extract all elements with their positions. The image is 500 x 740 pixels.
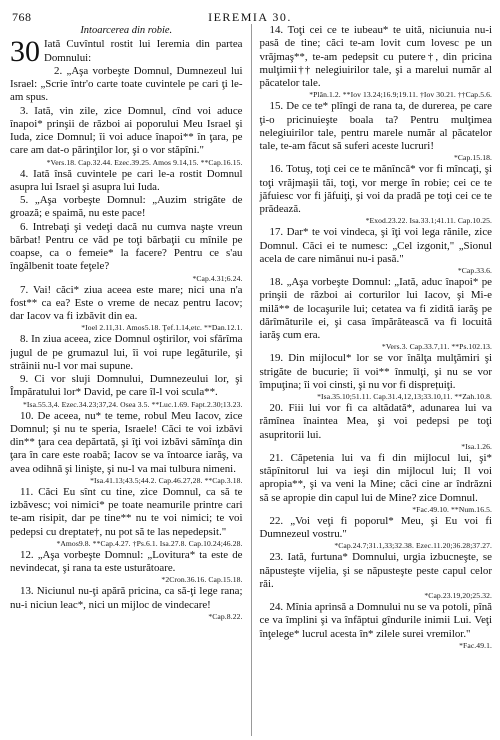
verse-number: 8. — [20, 333, 29, 346]
verse-number: 14. — [269, 24, 284, 36]
right-column — [251, 24, 493, 736]
left-column — [10, 24, 251, 736]
verse-text: De aceea, nu* te teme, robul Meu Iacov, zice Domnul; şi nu te speria, Israele! Căci te voi izbăvi din** ţara cea depărtată, şi îţi voi izbăvi sămînţa din ţara în care este roabă; Iacov se va întoarce iarăş, va avea odihnă şi linişte, şi nu-l va mai tulbura nimeni. — [10, 409, 243, 475]
verse-text: Dar* te voi vindeca, şi îţi voi lega rănile, zice Domnul. Căci ei te numesc: „Cel izgonit," „Sionul acela de care nimănui nu-i pasă." — [259, 226, 492, 265]
verse-text: Iată însă cuvintele pe cari le-a rostit Domnul asupra lui Israel şi asupra lui Iuda. — [10, 167, 243, 193]
verse-text: „Aşa vorbeşte Domnul, Dumnezeul lui Israel: „Scrie într'o carte toate cuvintele pe cari ţi le-am spus. — [10, 64, 243, 104]
verse — [10, 194, 243, 221]
verse-text: Iată, furtuna* Domnului, urgia izbucneşte, se năpusteşte vijelia, şi se năpusteşte peste capul celor răi. — [259, 551, 492, 590]
verse-number: 10. — [20, 409, 34, 422]
verse-number: 23. — [269, 551, 284, 564]
verse-text: Căpetenia lui va fi din mijlocul lui, şi* stăpînitorul lui va ieşi din mijlocul lui; Il voi apropia**, şi va veni la Mine; căci cine ar îndrăzni să se apropie din capul lui de Mine? zice Domnul. — [259, 451, 492, 504]
verse-text: Căci Eu sînt cu tine, zice Domnul, ca să te izbăvesc; voi nimici* pe toate neamurile printre cari te-am risipit, dar pe tine** nu te voi nimici; te voi pedepsi cu dreptate†, nu pot să te las nepedepsit." — [10, 485, 243, 538]
verse-number: 11. — [20, 485, 34, 498]
verse — [10, 284, 243, 334]
verse-number: 24. — [269, 601, 284, 613]
cross-reference: *Isa.55.3,4. Ezec.34.23;37,24. Osea 3.5. **Luc.1.69. Fapt.2.30;13.23. — [23, 399, 243, 409]
verse — [10, 221, 243, 284]
cross-reference: *Cap.24.7;31.1,33;32.38. Ezec.11.20;36.28;37.27. — [334, 541, 492, 551]
verse — [260, 226, 493, 276]
verse-text: Fiii lui vor fi ca altădată*, adunarea lui va rămînea înaintea Mea, şi voi pedepsi pe toţi asupritorii lui. — [259, 402, 492, 441]
verse — [10, 65, 243, 105]
cross-reference: *Cap.8.22. — [208, 611, 243, 621]
verse-text: Toţi cei ce te iubeau* te uită, niciunuia nu-i pasă de tine; căci te-am lovit cum lovesc pe un vrăjmaş**, te-am pedepsit cu putere†, din pricina mulţimii†† nelegiuirilor tale, şi a marelui număr al păcatelor tale. — [259, 24, 492, 89]
verse — [260, 551, 493, 601]
page-number: 768 — [12, 10, 32, 24]
verse — [10, 410, 243, 486]
running-title: IEREMIA 30. — [208, 10, 292, 24]
cross-reference: *Vers.18. Cap.32.44. Ezec.39.25. Amos 9.14,15. **Cap.16.15. — [46, 157, 243, 167]
verse — [260, 352, 493, 402]
verse — [260, 163, 493, 226]
verse-text: Vai! căci* ziua aceea este mare; nici una n'a fost** ca ea? Este o vreme de necaz pentru Iacov; dar Iacov va fi izbăvit din ea. — [10, 283, 243, 322]
verse — [10, 105, 243, 168]
verse-number: 18. — [269, 276, 284, 288]
page-header — [8, 6, 492, 26]
verse-text: De ce te* plîngi de rana ta, de durerea, pe care ţi-o pricinuieşte boala ta? Pentru mulţimea nelegiuirilor tale, pentru marele număr al păcatelor tale, te-am făcut să suferi aceste lucruri! — [259, 100, 492, 152]
cross-reference: *Cap.4.31;6.24. — [192, 273, 243, 283]
verse — [260, 24, 493, 100]
verse-text: Mînia aprinsă a Domnului nu se va potoli, pînă ce va împlini şi va înfăptui gîndurile inimii Lui. Veţi înţelege* lucrul acesta în* zilele surei vremilor." — [259, 601, 492, 640]
verse-number: 9. — [20, 373, 29, 385]
cross-reference: *Fac.49.10. **Num.16.5. — [412, 504, 492, 514]
verse — [10, 585, 243, 622]
verse — [260, 452, 493, 515]
verse-number: 16. — [269, 163, 284, 176]
cross-reference: *Isa.1.26. — [461, 441, 492, 451]
verse-text: „Aşa vorbeşte Domnul: „Lovitura* ta este de nevindecat, şi rana ta este usturătoare. — [10, 548, 243, 574]
verse-text: Intrebaţi şi vedeţi dacă nu cumva naşte vreun bărbat! Pentru ce văd pe toţi bărbaţii cu mînile pe coapse, ca o femeie* la facere? Pentru ce s'au îngălbenit toate feţele? — [10, 220, 243, 273]
verse-text: Iată, vin zile, zice Domnul, cînd voi aduce înapoi* prinşii de război ai poporului Meu Israel şi Iuda, zice Domnul; îi voi aduce înapoi** în ţara, pe care am dat-o părinţilor lor, şi o vor stăpîni." — [10, 104, 243, 157]
verse-number: 2. — [54, 64, 63, 77]
verse-number: 20. — [269, 402, 284, 414]
verse-text: Iată Cuvîntul rostit lui Ieremia din partea Domnului: — [44, 38, 243, 64]
verse-number: 17. — [269, 226, 284, 239]
verse-text: „Aşa vorbeşte Domnul: „Auzim strigăte de groază; e spaimă, nu este pace! — [10, 194, 243, 220]
verse — [10, 168, 243, 195]
cross-reference: *Cap.23.19,20;25.32. — [424, 591, 492, 600]
verse-text: „Voi veţi fi poporul* Meu, şi Eu voi fi Dumnezeul vostru." — [259, 514, 492, 540]
cross-reference: *Isa.41.13;43.5;44.2. Cap.46.27,28. **Cap.3.18. — [90, 475, 243, 485]
cross-reference: *Fac.49.1. — [459, 640, 492, 650]
cross-reference: *2Cron.36.16. Cap.15.18. — [161, 575, 243, 585]
verse-number: 21. — [269, 451, 284, 464]
verse-number: 12. — [20, 548, 34, 561]
cross-reference: *Amos9.8. **Cap.4.27. †Ps.6.1. Isa.27.8. Cap.10.24;46.28. — [56, 538, 243, 548]
verse-number: 6. — [20, 220, 29, 233]
cross-reference: *Isa.35.10;51.11. Cap.31.4,12,13;33.10,11. **Zah.10.8. — [317, 392, 492, 401]
verse-text: Niciunul nu-ţi apără pricina, ca să-ţi lege rana; nu-i niciun leac*, nici un mijloc de vindecare! — [10, 585, 243, 611]
verse — [10, 486, 243, 549]
verse — [260, 601, 493, 651]
verse-number: 22. — [269, 514, 284, 527]
cross-reference: *Vers.3. Cap.33.7,11. **Ps.102.13. — [381, 342, 492, 352]
verse — [10, 333, 243, 373]
verse-number: 13. — [20, 585, 34, 598]
verse — [260, 515, 493, 552]
verse-number: 5. — [20, 194, 29, 206]
text-columns — [10, 24, 492, 736]
verse-text: „Aşa vorbeşte Domnul: „Iată, aduc înapoi* pe prinşii de război ai corturilor lui Iacov, şi Mi-e milă** de locaşurile lui; cetatea va fi zidită iarăş pe dărîmăturile ei, şi casa împărătească va fi locuită iarăş cum era. — [259, 276, 492, 341]
verse-number: 3. — [20, 104, 29, 117]
verse-text: Ci vor sluji Domnului, Dumnezeului lor, şi Împăratului lor* David, pe care îl-l voi scula**. — [10, 373, 243, 399]
verse-text: Din mijlocul* lor se vor înălţa mulţămiri şi strigăte de bucurie; îi voi** înmulţi, şi nu se vor împuţina; îi voi cinsti, şi nu vor fi disprețuiţi. — [259, 352, 492, 391]
verse — [10, 373, 243, 410]
verse — [260, 402, 493, 452]
cross-reference: *Plân.1.2. **Iov 13.24;16.9;19.11. †Iov 30.21. ††Cap.5.6. — [309, 90, 492, 100]
verse-number: 4. — [20, 167, 29, 180]
verse — [260, 100, 493, 163]
chapter-number: 30 — [10, 35, 40, 69]
chapter-intro: Intoarcerea din robie. — [80, 25, 173, 36]
verse-number: 19. — [269, 352, 284, 365]
verse-text: In ziua aceea, zice Domnul oştirilor, voi sfărîma jugul de pe grumazul lui, îi voi rupe legăturile, şi străinii nu-l vor mai supune. — [10, 333, 243, 372]
verse-number: 15. — [269, 100, 284, 113]
verse-number: 7. — [20, 283, 29, 296]
verse — [260, 276, 493, 352]
verse — [10, 35, 243, 69]
cross-reference: *Ioel 2.11,31. Amos5.18. Ţef.1.14,etc. **Dan.12.1. — [81, 323, 243, 333]
cross-reference: *Cap.15.18. — [453, 153, 492, 163]
cross-reference: *Cap.33.6. — [457, 266, 492, 275]
verse — [10, 549, 243, 586]
cross-reference: *Exod.23.22. Isa.33.1;41.11. Cap.10.25. — [365, 216, 492, 226]
verse-text: Totuş, toţi cei ce te mănîncă* vor fi mîncaţi, şi toţi vrăjmaşii tăi, toţi, vor merge în robie; cei ce te jăfuiesc vor fi jăfuiţi, şi voi da pradă pe toţi cei ce te prădează. — [259, 163, 492, 215]
